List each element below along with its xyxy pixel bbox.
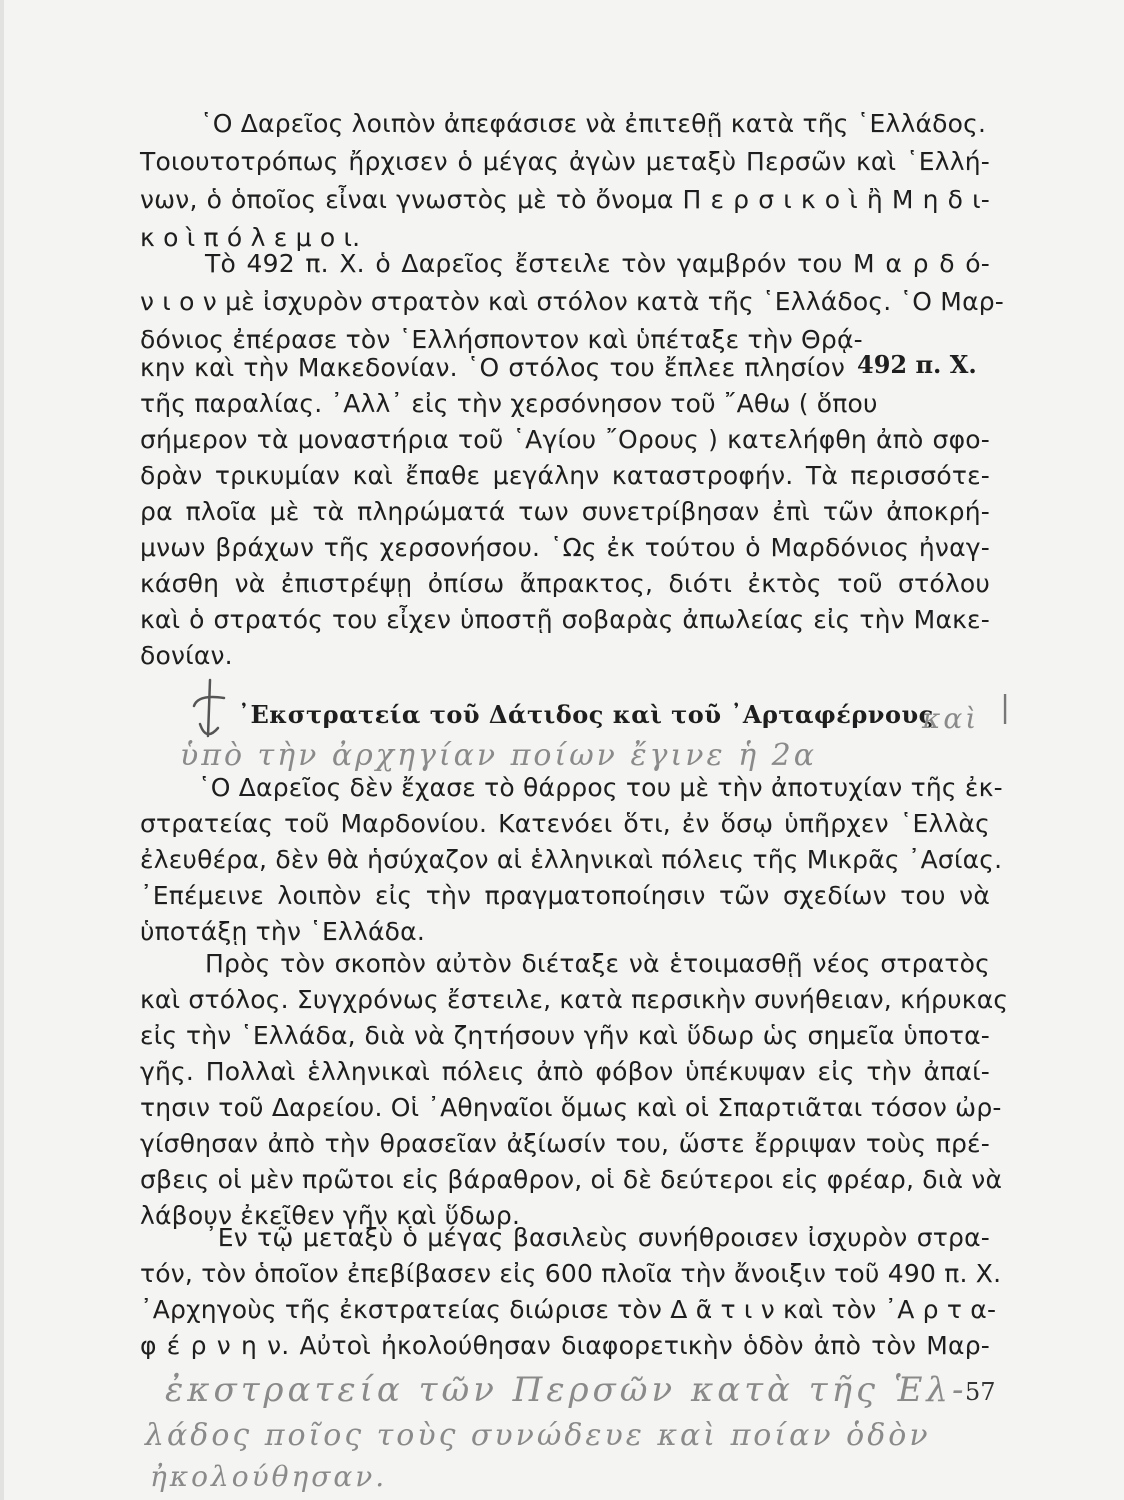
page-number: 57 [965, 1378, 996, 1406]
text-line: μνων βράχων τῆς χερσονήσου. ῾Ως ἐκ τούτου ὁ Μαρδόνιος ἠναγ- [140, 533, 990, 562]
handwritten-note: καὶ [922, 702, 980, 735]
text-line: νων, ὁ ὁποῖος εἶναι γνωστὸς μὲ τὸ ὄνομα Π ε ρ σ ι κ ο ὶ ἢ Μ η δ ι- [140, 185, 990, 214]
handwritten-note: ἠκολούθησαν. [150, 1460, 388, 1493]
text-line: τόν, τὸν ὁποῖον ἐπεβίβασεν εἰς 600 πλοῖα τὴν ἄνοιξιν τοῦ 490 π. Χ. [140, 1259, 1002, 1288]
text-line: ῾Ο Δαρεῖος λοιπὸν ἀπεφάσισε νὰ ἐπιτεθῇ κατὰ τῆς ῾Ελλάδος. [200, 109, 987, 138]
text-line: καὶ στόλος. Συγχρόνως ἔστειλε, κατὰ περσικὴν συνήθειαν, κήρυκας [140, 985, 1009, 1014]
text-line: δρὰν τρικυμίαν καὶ ἔπαθε μεγάλην καταστροφήν. Τὰ περισσότε- [140, 461, 990, 490]
handwritten-note: ἐκστρατεία τῶν Περσῶν κατὰ τῆς Ἑλ- [165, 1370, 968, 1410]
text-line: κην καὶ τὴν Μακεδονίαν. ῾Ο στόλος του ἔπλεε πλησίον [140, 353, 845, 382]
text-line: Πρὸς τὸν σκοπὸν αὐτὸν διέταξε νὰ ἑτοιμασθῇ νέος στρατὸς [205, 949, 990, 978]
text-line: γίσθησαν ἀπὸ τὴν θρασεῖαν ἀξίωσίν του, ὥστε ἔρριψαν τοὺς πρέ- [140, 1129, 990, 1158]
text-line: ῾Ο Δαρεῖος δὲν ἔχασε τὸ θάρρος του μὲ τὴν ἀποτυχίαν τῆς ἐκ- [198, 773, 1003, 802]
text-line: τῆς παραλίας. ᾿Αλλ᾿ εἰς τὴν χερσόνησον τοῦ ῎Αθω ( ὅπου [140, 389, 878, 418]
section-heading: ᾿Εκστρατεία τοῦ Δάτιδος καὶ τοῦ ᾿Αρταφέρνους [238, 700, 934, 729]
text-line: φ έ ρ ν η ν. Αὐτοὶ ἠκολούθησαν διαφορετικὴν ὁδὸν ἀπὸ τὸν Μαρ- [140, 1331, 990, 1360]
text-line: ἐλευθέρα, δὲν θὰ ἡσύχαζον αἱ ἑλληνικαὶ πόλεις τῆς Μικρᾶς ᾿Ασίας. [140, 845, 1003, 874]
handwritten-note: λάδος ποῖος τοὺς συνώδευε καὶ ποίαν ὁδὸν [145, 1418, 931, 1453]
handwritten-mark: | [1000, 690, 1014, 725]
text-line: τησιν τοῦ Δαρείου. Οἱ ᾿Αθηναῖοι ὅμως καὶ οἱ Σπαρτιᾶται τόσον ὠρ- [140, 1093, 1002, 1122]
text-line: ρα πλοῖα μὲ τὰ πληρώματά των συνετρίβησαν ἐπὶ τῶν ἀποκρή- [140, 497, 990, 526]
text-line: ᾿Αρχηγοὺς τῆς ἐκστρατείας διώρισε τὸν Δ ᾶ τ ι ν καὶ τὸν ᾿Α ρ τ α- [140, 1295, 997, 1324]
handwritten-note: ὑπὸ τὴν ἀρχηγίαν ποίων ἔγινε ἡ 2α [180, 738, 817, 773]
text-line: Τὸ 492 π. Χ. ὁ Δαρεῖος ἔστειλε τὸν γαμβρόν του Μ α ρ δ ό- [205, 249, 990, 278]
text-line: στρατείας τοῦ Μαρδονίου. Κατενόει ὅτι, ἐν ὅσῳ ὑπῆρχεν ῾Ελλὰς [140, 809, 990, 838]
text-line: Τοιουτοτρόπως ἤρχισεν ὁ μέγας ἀγὼν μεταξὺ Περσῶν καὶ ῾Ελλή- [140, 147, 990, 176]
text-line: σήμερον τὰ μοναστήρια τοῦ ῾Αγίου ῎Ορους ) κατελήφθη ἀπὸ σφο- [140, 425, 990, 454]
text-line: καὶ ὁ στρατός του εἶχεν ὑποστῇ σοβαρὰς ἀπωλείας εἰς τὴν Μακε- [140, 605, 990, 634]
text-line: ὑποτάξῃ τὴν ῾Ελλάδα. [140, 917, 425, 946]
scan-edge [0, 0, 4, 1500]
text-line: ν ι ο ν μὲ ἰσχυρὸν στρατὸν καὶ στόλον κατὰ τῆς ῾Ελλάδος. ῾Ο Μαρ- [140, 287, 1005, 316]
text-line: δόνιος ἐπέρασε τὸν ῾Ελλήσποντον καὶ ὑπέταξε τὴν Θρᾴ- [140, 325, 863, 354]
text-line: ᾿Επέμεινε λοιπὸν εἰς τὴν πραγματοποίησιν τῶν σχεδίων του νὰ [140, 881, 990, 910]
text-line: γῆς. Πολλαὶ ἑλληνικαὶ πόλεις ἀπὸ φόβον ὑπέκυψαν εἰς τὴν ἀπαί- [140, 1057, 990, 1086]
text-line: εἰς τὴν ῾Ελλάδα, διὰ νὰ ζητήσουν γῆν καὶ ὕδωρ ὡς σημεῖα ὑποτα- [140, 1021, 990, 1050]
text-line: δονίαν. [140, 641, 233, 670]
text-line: κάσθη νὰ ἐπιστρέψῃ ὀπίσω ἄπρακτος, διότι ἐκτὸς τοῦ στόλου [140, 569, 990, 598]
text-line: λάβουν ἐκεῖθεν γῆν καὶ ὕδωρ. [140, 1201, 521, 1230]
text-line: ᾿Εν τῷ μεταξὺ ὁ μέγας βασιλεὺς συνήθροισεν ἰσχυρὸν στρα- [205, 1223, 990, 1252]
margin-date-note: 492 π. Χ. [857, 350, 977, 379]
text-line: σβεις οἱ μὲν πρῶτοι εἰς βάραθρον, οἱ δὲ δεύτεροι εἰς φρέαρ, διὰ νὰ [140, 1165, 1003, 1194]
text-line: κ ο ὶ π ό λ ε μ ο ι. [140, 223, 361, 252]
handwritten-cross-mark [188, 676, 238, 746]
